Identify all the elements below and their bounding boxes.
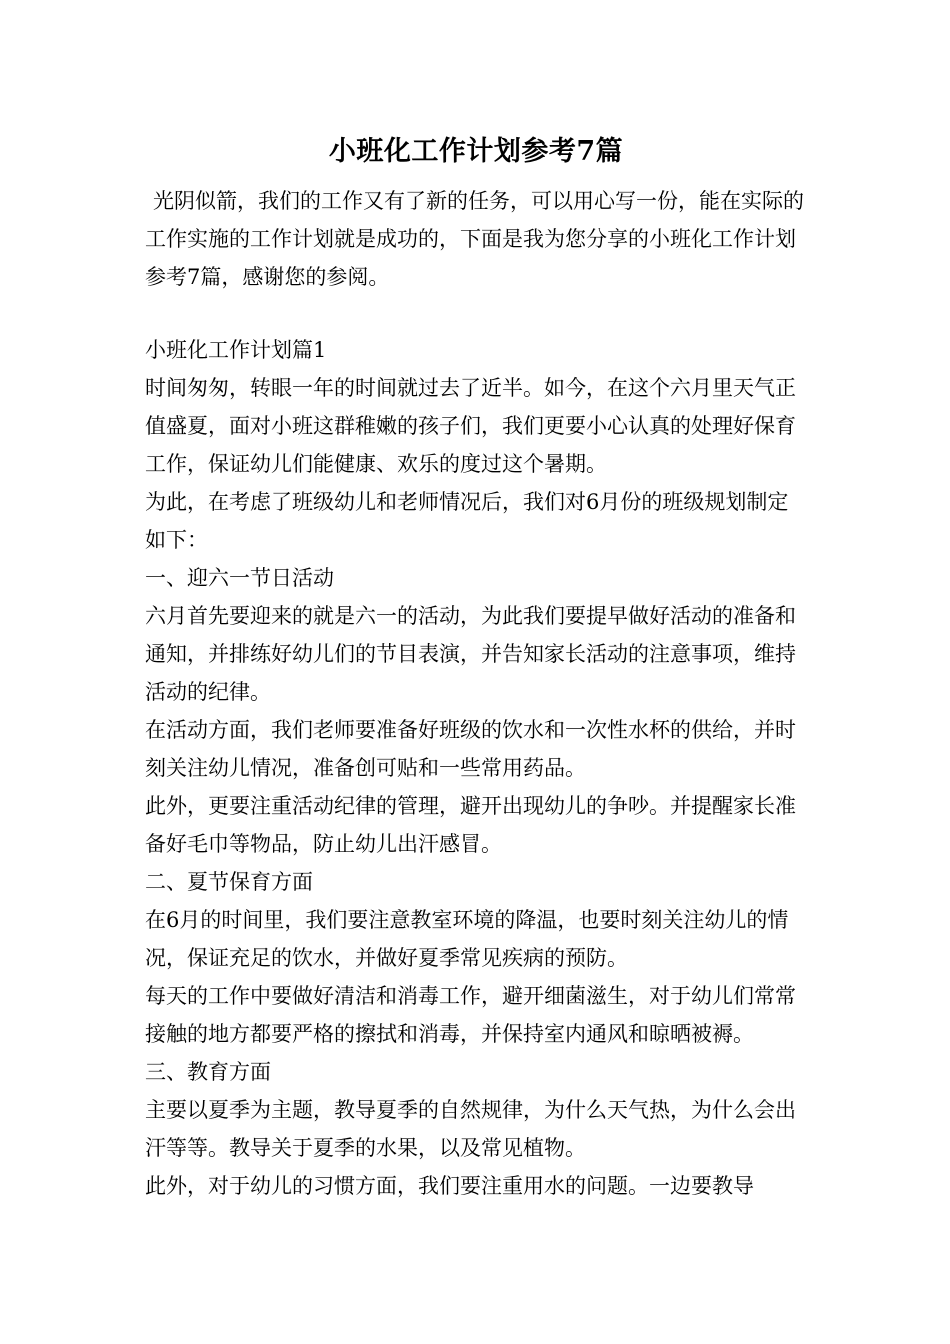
intro-paragraph: 光阴似箭，我们的工作又有了新的任务，可以用心写一份，能在实际的工作实施的工作计划就是成功的，下面是我为您分享的小班化工作计划参考7篇，感谢您的参阅。 bbox=[145, 189, 804, 289]
body-paragraph: 此外，更要注重活动纪律的管理，避开出现幼儿的争吵。并提醒家长准备好毛巾等物品，防止幼儿出汗感冒。 bbox=[145, 794, 796, 856]
subsection-heading: 三、教育方面 bbox=[145, 1060, 271, 1084]
section-heading-plan-1: 小班化工作计划篇1 bbox=[145, 338, 327, 362]
body-paragraph: 在活动方面，我们老师要准备好班级的饮水和一次性水杯的供给，并时刻关注幼儿情况，准备创可贴和一些常用药品。 bbox=[145, 718, 796, 780]
body-paragraph: 为此，在考虑了班级幼儿和老师情况后，我们对6月份的班级规划制定如下： bbox=[145, 490, 789, 552]
subsection-heading: 二、夏节保育方面 bbox=[145, 870, 313, 894]
body-paragraph: 在6月的时间里，我们要注意教室环境的降温，也要时刻关注幼儿的情况，保证充足的饮水，并做好夏季常见疾病的预防。 bbox=[145, 908, 789, 970]
body-paragraph: 主要以夏季为主题，教导夏季的自然规律，为什么天气热，为什么会出汗等等。教导关于夏季的水果，以及常见植物。 bbox=[145, 1098, 796, 1160]
body-paragraph: 时间匆匆，转眼一年的时间就过去了近半。如今，在这个六月里天气正值盛夏，面对小班这群稚嫩的孩子们，我们更要小心认真的处理好保育工作，保证幼儿们能健康、欢乐的度过这个暑期。 bbox=[145, 376, 796, 476]
document-title: 小班化工作计划参考7篇 bbox=[328, 136, 624, 167]
body-paragraph: 每天的工作中要做好清洁和消毒工作，避开细菌滋生，对于幼儿们常常接触的地方都要严格的擦拭和消毒，并保持室内通风和晾晒被褥。 bbox=[145, 984, 796, 1046]
body-paragraph: 此外，对于幼儿的习惯方面，我们要注重用水的问题。一边要教导 bbox=[145, 1174, 754, 1198]
body-paragraph: 六月首先要迎来的就是六一的活动，为此我们要提早做好活动的准备和通知，并排练好幼儿们的节目表演，并告知家长活动的注意事项，维持活动的纪律。 bbox=[145, 604, 796, 704]
subsection-heading: 一、迎六一节日活动 bbox=[145, 566, 334, 590]
paragraph-spacer bbox=[145, 296, 807, 331]
